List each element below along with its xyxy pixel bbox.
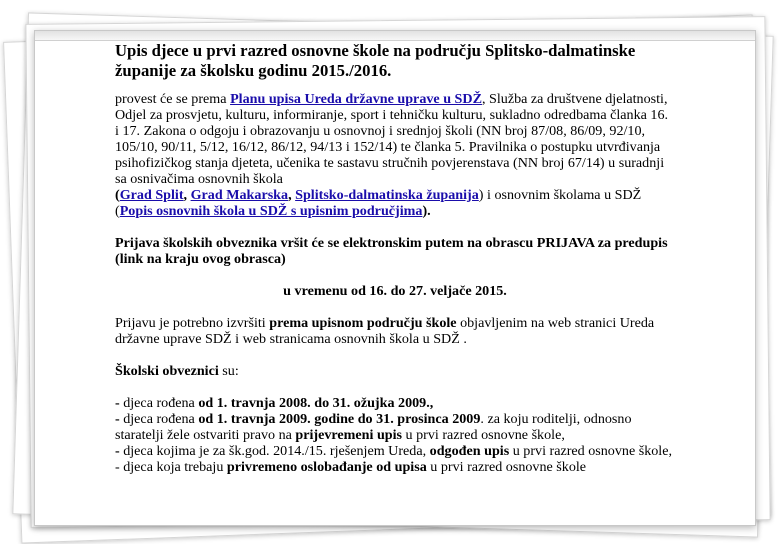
list-bold: od 1. travnja 2009. godine do 31. prosinca 2009	[198, 411, 481, 427]
prijavu-text: objavljenim na web stranici Ureda državne uprave SDŽ i web stranicama osnovnih škola u SDŽ .	[115, 315, 655, 347]
list-dash: -	[115, 443, 124, 459]
prijavu-text: Prijavu je potrebno izvršiti	[115, 315, 270, 331]
list-bold: odgođen upis	[429, 443, 510, 459]
popis-skola-link[interactable]: Popis osnovnih škola u SDŽ s upisnim područjima	[119, 203, 423, 219]
prijava-note	[115, 235, 675, 267]
intro-text-end: ).	[422, 203, 431, 219]
list-text: u prvi razred osnovne škole	[426, 459, 587, 475]
grad-makarska-link[interactable]: Grad Makarska	[190, 187, 289, 203]
paren-open: (	[115, 187, 120, 203]
period-text: u vremenu od 16. do 27. veljače 2015.	[283, 283, 507, 299]
list-text: djeca kojima je za šk.god. 2014./15. rješenjem Ureda,	[123, 443, 430, 459]
separator: ,	[183, 187, 191, 203]
obveznici-heading-bold: Školski obveznici	[115, 363, 219, 379]
separator: ,	[288, 187, 296, 203]
intro-text: ) i osnovnim školama u SDŽ (	[115, 187, 642, 219]
intro-text: , Služba za društvene djelatnosti, Odjel za prosvjetu, kulturu, informiranje, sport i tehničku kulturu, sukladno odredbama članka 16. i 17. Zakona o odgoju i obrazovanju u osnovnoj i srednjoj školi (NN broj 87/08, 86/09, 92/10, 105/10, 90/11, 5/12, 16/12, 86/12, 94/13 i 152/14) te članka 5. Pravilnika o postupku utvrđivanja psihofizičkog stanja djeteta, učenika te sastavu stručnih povjerenstava (NN broj 67/14) u suradnji sa osnivačima osnovnih škola	[115, 91, 669, 187]
page-top-bar	[35, 31, 755, 41]
prijavu-bold: prema upisnom području škole	[269, 315, 457, 331]
intro-text: provest će se prema	[115, 91, 231, 107]
list-dash: -	[115, 411, 124, 427]
document-title: Upis djece u prvi razred osnovne škole na području Splitsko-dalmatinske županije za školsku godinu 2015./2016.	[115, 41, 636, 80]
document-content	[115, 41, 675, 475]
list-bold: privremeno oslobađanje od upisa	[226, 459, 427, 475]
list-item	[115, 411, 675, 443]
list-item	[115, 459, 675, 475]
list-text: u prvi razred osnovne škole,	[402, 427, 565, 443]
splitsko-dalmatinska-zupanija-link[interactable]: Splitsko-dalmatinska županija	[295, 187, 479, 203]
list-text: - djeca koja trebaju	[115, 459, 227, 475]
grad-split-link[interactable]: Grad Split	[119, 187, 184, 203]
list-text: djeca rođena	[123, 411, 199, 427]
list-item	[115, 443, 675, 459]
intro-paragraph	[115, 91, 675, 219]
obveznici-heading-rest: su:	[218, 363, 239, 379]
list-bold: od 1. travnja 2008. do 31. ožujka 2009.,	[198, 395, 434, 411]
prijava-note-text: Prijava školskih obveznika vršit će se elektronskim putem na obrascu PRIJAVA za predupis (link na kraju ovog obrasca)	[115, 235, 668, 267]
list-text: u prvi razred osnovne škole,	[509, 443, 673, 459]
period-line	[115, 283, 675, 299]
list-bold: prijevremeni upis	[295, 427, 403, 443]
document-page	[34, 30, 756, 526]
list-text: djeca rođena	[123, 395, 199, 411]
plan-upisa-link[interactable]: Planu upisa Ureda državne uprave u SDŽ	[230, 91, 482, 107]
list-text: . za koju roditelji, odnosno staratelji žele ostvariti pravo na	[115, 411, 632, 443]
obveznici-heading	[115, 363, 675, 379]
list-dash: -	[115, 395, 124, 411]
prijavu-paragraph	[115, 315, 675, 347]
list-item	[115, 395, 675, 411]
